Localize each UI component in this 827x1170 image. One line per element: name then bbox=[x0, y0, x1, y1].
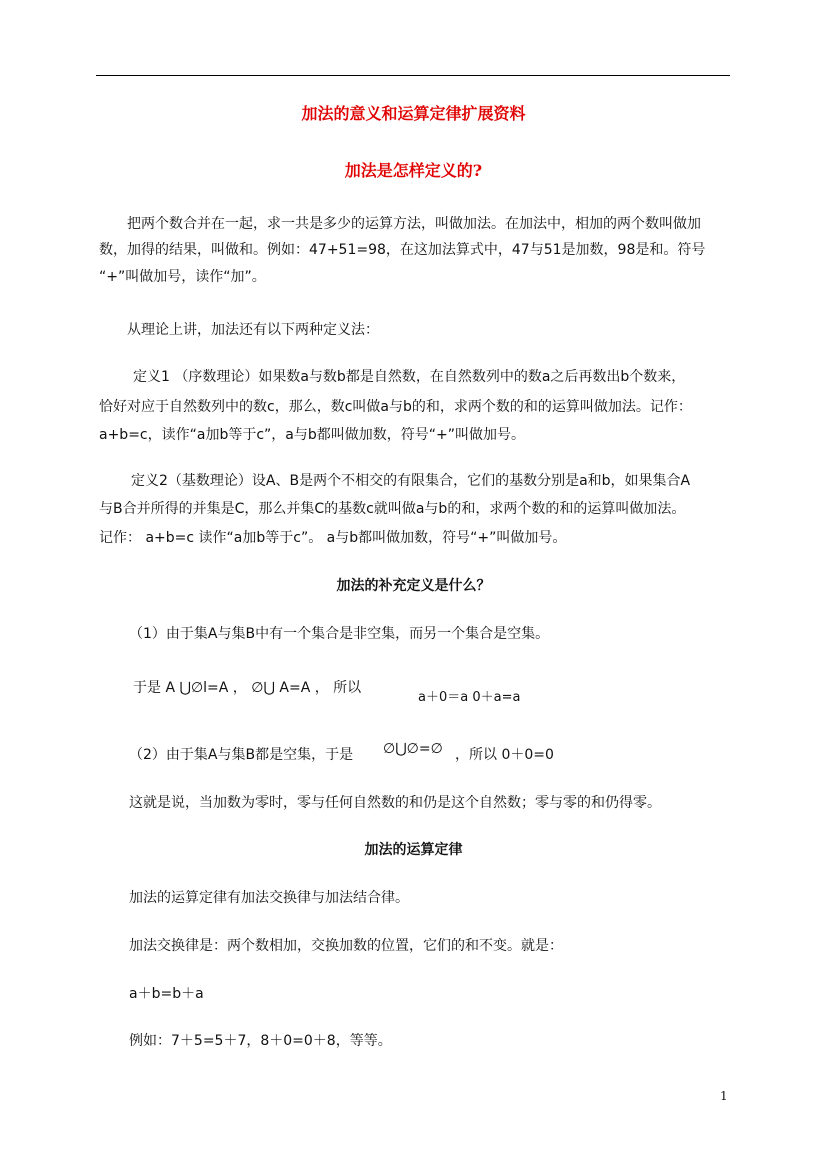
def1-line2: 恰好对应于自然数列中的数c，那么，数c叫做a与b的和，求两个数的和的运算叫做加法。记作： bbox=[99, 399, 692, 415]
para2: 从理论上讲，加法还有以下两种定义法： bbox=[127, 322, 379, 338]
def2-line1: 定义2（基数理论）设A、B是两个不相交的有限集合，它们的基数分别是a和b，如果集合A bbox=[131, 473, 691, 489]
section-heading-definition: 加法是怎样定义的? bbox=[344, 161, 483, 180]
para1-line1: 把两个数合并在一起，求一共是多少的运算方法，叫做加法。在加法中，相加的两个数叫做加 bbox=[127, 216, 701, 232]
para1-line3: “+”叫做加号，读作“加”。 bbox=[99, 269, 266, 285]
section-heading-laws: 加法的运算定律 bbox=[364, 842, 463, 858]
case2-suffix: ，所以 0＋0=0 bbox=[455, 747, 554, 763]
def1-line3: a+b=c，读作“a加b等于c”，a与b都叫做加数，符号“+”叫做加号。 bbox=[99, 427, 525, 443]
page-number: 1 bbox=[720, 1089, 728, 1103]
case1-text: （1）由于集A与集B中有一个集合是非空集，而另一个集合是空集。 bbox=[129, 626, 550, 642]
conclusion: 这就是说，当加数为零时，零与任何自然数的和仍是这个自然数；零与零的和仍得零。 bbox=[129, 795, 661, 811]
document-title: 加法的意义和运算定律扩展资料 bbox=[301, 104, 526, 123]
case2-prefix: （2）由于集A与集B都是空集，于是 bbox=[129, 747, 354, 763]
commutative-formula: a＋b=b＋a bbox=[129, 986, 204, 1002]
law-intro: 加法的运算定律有加法交换律与加法结合律。 bbox=[129, 890, 409, 906]
def2-line2: 与B合并所得的并集是C，那么并集C的基数c就叫做a与b的和，求两个数的和的运算叫做加法。 bbox=[99, 501, 686, 517]
commutative-law: 加法交换律是：两个数相加，交换加数的位置，它们的和不变。就是： bbox=[129, 938, 563, 954]
para1-line2: 数，加得的结果，叫做和。例如：47+51=98，在这加法算式中，47与51是加数，98是和。符号 bbox=[99, 242, 706, 258]
case2-formula-image: ∅⋃∅=∅ bbox=[383, 741, 443, 757]
def2-line3: 记作： a+b=c 读作“a加b等于c”。 a与b都叫做加数，符号“+”叫做加号。 bbox=[99, 530, 567, 546]
section-heading-supplementary: 加法的补充定义是什么？ bbox=[336, 578, 491, 594]
header-rule bbox=[96, 75, 730, 76]
case1-formula-image: 于是 A ⋃∅l=A ， ∅⋃ A=A ， 所以 bbox=[133, 680, 362, 696]
example: 例如：7＋5=5＋7，8＋0=0＋8，等等。 bbox=[129, 1033, 392, 1049]
def1-line1: 定义1 （序数理论）如果数a与数b都是自然数，在自然数列中的数a之后再数出b个数来， bbox=[133, 369, 686, 385]
case1-formula-text: a＋0＝a 0＋a=a bbox=[418, 690, 521, 705]
